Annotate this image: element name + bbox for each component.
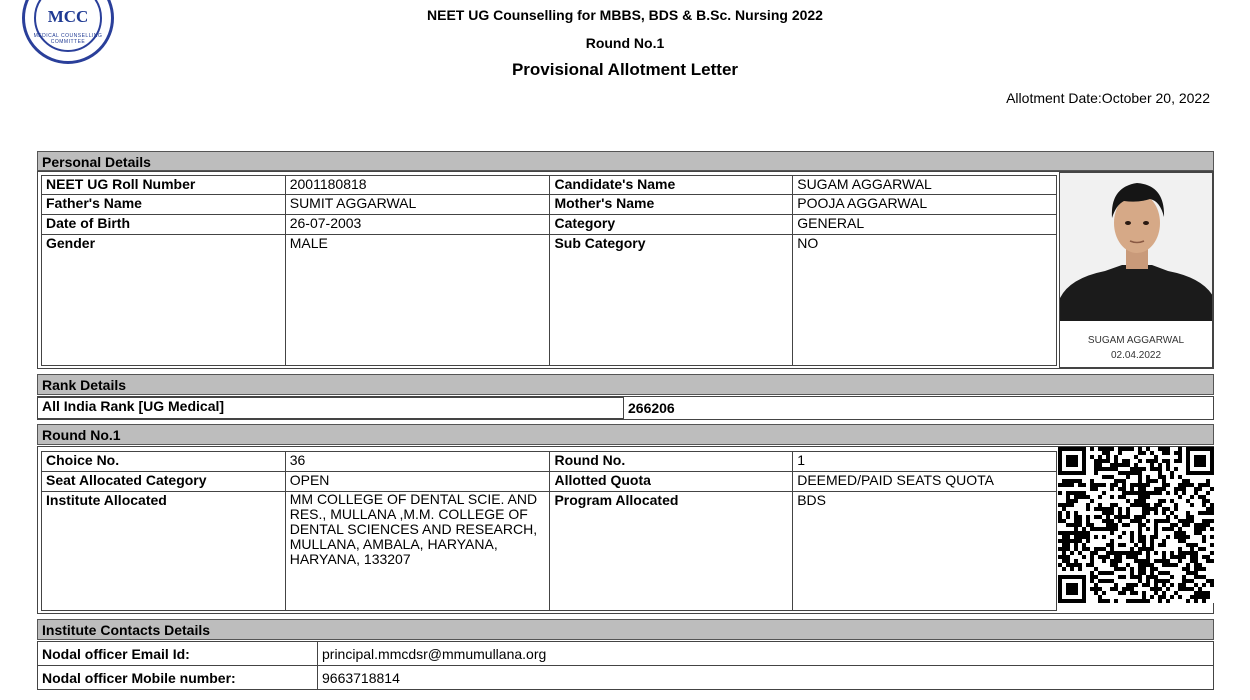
personal-details-table (41, 175, 1057, 366)
name-value: SUGAM AGGARWAL (793, 176, 1057, 195)
qr-code (1058, 447, 1214, 603)
roll-label: NEET UG Roll Number (42, 176, 286, 195)
document-title: NEET UG Counselling for MBBS, BDS & B.Sc. Nursing 2022 (427, 7, 823, 23)
photo-background (1060, 173, 1212, 321)
round-label: Round No. (550, 452, 793, 472)
program-label: Program Allocated (550, 492, 793, 611)
personal-details-header: Personal Details (37, 151, 1214, 171)
category-label: Category (550, 215, 793, 235)
person-photo-icon (1060, 173, 1212, 321)
logo-text: MCC (47, 7, 89, 26)
email-value: principal.mmcdsr@mmumullana.org (318, 642, 1214, 666)
gender-value: MALE (285, 235, 550, 366)
category-value: GENERAL (793, 215, 1057, 235)
logo-subtext: MEDICAL COUNSELLING COMMITTEE (33, 33, 103, 45)
subcategory-label: Sub Category (550, 235, 793, 366)
subcategory-value: NO (793, 235, 1057, 366)
round-details-table (41, 451, 1057, 611)
roll-value: 2001180818 (285, 176, 550, 195)
contacts-header: Institute Contacts Details (37, 619, 1214, 640)
father-value: SUMIT AGGARWAL (285, 195, 550, 215)
email-label: Nodal officer Email Id: (38, 642, 318, 666)
photo-caption-date: 02.04.2022 (1110, 350, 1162, 361)
seat-category-value: OPEN (285, 472, 550, 492)
rank-table (37, 397, 624, 419)
mother-label: Mother's Name (550, 195, 793, 215)
contacts-table (37, 641, 1214, 690)
photo-caption-name: SUGAM AGGARWAL (1087, 335, 1185, 346)
father-label: Father's Name (42, 195, 286, 215)
mobile-value: 9663718814 (318, 666, 1214, 690)
choice-label: Choice No. (42, 452, 286, 472)
institute-label: Institute Allocated (42, 492, 286, 611)
rank-value: 266206 (628, 400, 675, 416)
round-details-header: Round No.1 (37, 424, 1214, 445)
rank-label: All India Rank [UG Medical] (38, 398, 624, 419)
gender-label: Gender (42, 235, 286, 366)
candidate-photo (1059, 172, 1213, 368)
quota-value: DEEMED/PAID SEATS QUOTA (793, 472, 1057, 492)
allotment-date: Allotment Date:October 20, 2022 (1006, 90, 1210, 106)
institute-value: MM COLLEGE OF DENTAL SCIE. AND RES., MULLANA ,M.M. COLLEGE OF DENTAL SCIENCES AND RESEARCH, MULLANA, AMBALA, HARYANA, HARYANA, 133207 (285, 492, 550, 611)
quota-label: Allotted Quota (550, 472, 793, 492)
name-label: Candidate's Name (550, 176, 793, 195)
program-value: BDS (793, 492, 1057, 611)
dob-value: 26-07-2003 (285, 215, 550, 235)
round-value: 1 (793, 452, 1057, 472)
rank-details-header: Rank Details (37, 374, 1214, 395)
mobile-label: Nodal officer Mobile number: (38, 666, 318, 690)
mother-value: POOJA AGGARWAL (793, 195, 1057, 215)
seat-category-label: Seat Allocated Category (42, 472, 286, 492)
qr-code-icon (1058, 447, 1214, 603)
dob-label: Date of Birth (42, 215, 286, 235)
letter-title: Provisional Allotment Letter (511, 60, 739, 79)
choice-value: 36 (285, 452, 550, 472)
round-heading: Round No.1 (585, 35, 665, 51)
